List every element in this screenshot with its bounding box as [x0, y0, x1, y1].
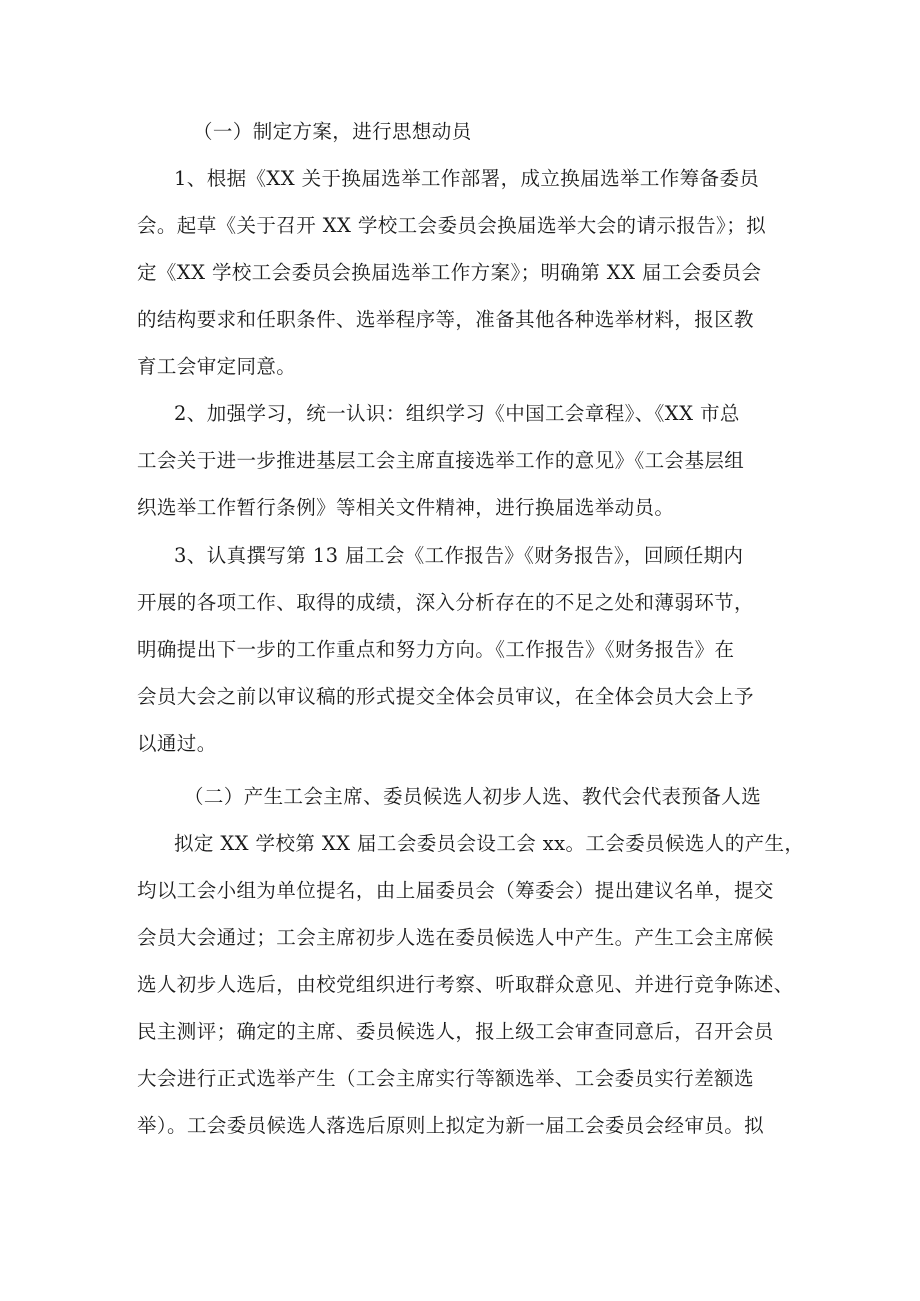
paragraph-line: 3、认真撰写第 13 届工会《工作报告》《财务报告》，回顾任期内: [174, 544, 744, 567]
paragraph-line: 会员大会通过；工会主席初步人选在委员候选人中产生。产生工会主席候: [137, 926, 774, 949]
paragraph-line: 明确提出下一步的工作重点和努力方向。《工作报告》《财务报告》在: [137, 638, 735, 661]
section-heading-2: （二）产生工会主席、委员候选人初步人选、教代会代表预备人选: [184, 785, 762, 808]
paragraph-line: 大会进行正式选举产生（工会主席实行等额选举、工会委员实行差额选: [137, 1067, 754, 1090]
paragraph-line: 会员大会之前以审议稿的形式提交全体会员审议，在全体会员大会上予: [137, 685, 754, 708]
paragraph-line: 会。起草《关于召开 XX 学校工会委员会换届选举大会的请示报告》；拟: [137, 214, 767, 237]
paragraph-line: 织选举工作暂行条例》等相关文件精神，进行换届选举动员。: [137, 496, 675, 519]
paragraph-line: 的结构要求和任职条件、选举程序等，准备其他各种选举材料，报区教: [137, 308, 754, 331]
paragraph-line: 1、根据《XX 关于换届选举工作部署，成立换届选举工作筹备委员: [174, 167, 760, 190]
paragraph-line: 定《XX 学校工会委员会换届选举工作方案》；明确第 XX 届工会委员会: [137, 261, 762, 284]
paragraph-line: 选人初步人选后，由校党组织进行考察、听取群众意见、并进行竞争陈述、: [137, 973, 794, 996]
paragraph-line: 以通过。: [137, 732, 217, 755]
paragraph-line: 举）。工会委员候选人落选后原则上拟定为新一届工会委员会经审员。拟: [137, 1114, 765, 1137]
paragraph-line: 均以工会小组为单位提名，由上届委员会（筹委会）提出建议名单，提交: [137, 879, 774, 902]
paragraph-line: 育工会审定同意。: [137, 355, 297, 378]
paragraph-line: 开展的各项工作、取得的成绩，深入分析存在的不足之处和薄弱环节，: [137, 591, 754, 614]
paragraph-line: 2、加强学习，统一认识：组织学习《中国工会章程》、《XX 市总: [174, 402, 740, 425]
paragraph-line: 拟定 XX 学校第 XX 届工会委员会设工会 xx。工会委员候选人的产生，: [174, 832, 805, 855]
paragraph-line: 工会关于进一步推进基层工会主席直接选举工作的意见》《工会基层组: [137, 449, 745, 472]
paragraph-line: 民主测评；确定的主席、委员候选人，报上级工会审查同意后，召开会员: [137, 1020, 774, 1043]
section-heading-1: （一）制定方案，进行思想动员: [193, 120, 472, 143]
